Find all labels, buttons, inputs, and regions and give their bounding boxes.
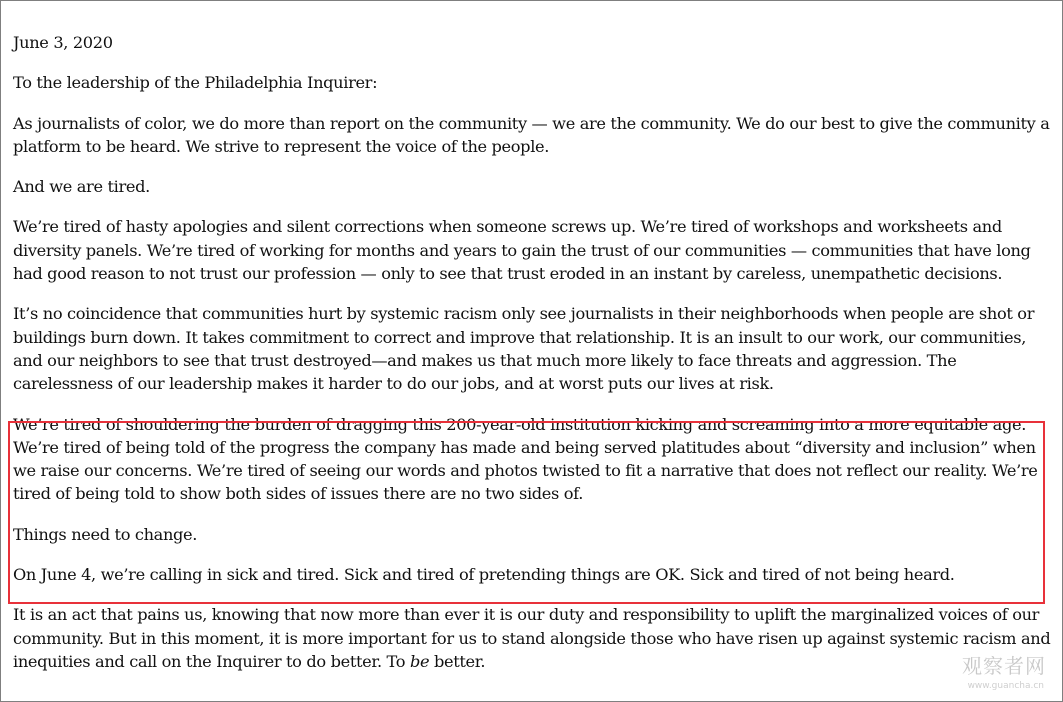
paragraph-closing xyxy=(13,603,1057,673)
letter-date: June 3, 2020 xyxy=(13,33,113,52)
closing-text-before: It is an act that pains us, knowing that now more than ever it is our duty and responsibility to uplift the marginalized voices of our community. But in this moment, it is more important for us to stand alongside those who have risen up against systemic racism and inequities and call on the Inquirer to do better. To xyxy=(13,605,1051,671)
paragraph-change: Things need to change. xyxy=(13,524,198,544)
paragraph-intro: As journalists of color, we do more than report on the community — we are the community. We do our best to give the community a platform to be heard. We strive to represent the voice of the people. xyxy=(13,113,1050,156)
closing-text-after: better. xyxy=(429,651,486,671)
highlight-box xyxy=(8,421,1045,604)
watermark-url: www.guancha.cn xyxy=(967,681,1044,691)
letter-salutation: To the leadership of the Philadelphia Inquirer: xyxy=(13,73,378,93)
paragraph-apologies: We’re tired of hasty apologies and silent corrections when someone screws up. We’re tired of workshops and worksheets and diversity panels. We’re tired of working for months and years to gain the trust of our communities — communities that have long had good reason to not trust our profession — only to see that trust eroded in an instant by careless, unempathetic decisions. xyxy=(13,217,1031,284)
paragraph-burden: We’re tired of shouldering the burden of dragging this 200-year-old institution kicking and screaming into a more equitable age. We’re tired of being told of the progress the company has made and being served platitudes about “diversity and inclusion” when we raise our concerns. We’re tired of seeing our words and photos twisted to fit a narrative that does not reflect our reality. We’re tired of being told to show both sides of issues there are no two sides of. xyxy=(13,414,1038,504)
paragraph-sick-and-tired: On June 4, we’re calling in sick and tired. Sick and tired of pretending things are OK. Sick and tired of not being heard. xyxy=(13,565,955,585)
closing-emphasis: be xyxy=(409,651,430,671)
watermark-logo: 观察者网 xyxy=(962,654,1046,678)
paragraph-systemic-racism: It’s no coincidence that communities hurt by systemic racism only see journalists in their neighborhoods when people are shot or buildings burn down. It takes commitment to correct and improve that relationship. It is an insult to our work, our communities, and our neighbors to see that trust destroyed—and makes us that much more likely to face threats and aggression. The carelessness of our leadership makes it harder to do our jobs, and at worst puts our lives at risk. xyxy=(13,304,1035,394)
paragraph-tired: And we are tired. xyxy=(13,177,150,197)
